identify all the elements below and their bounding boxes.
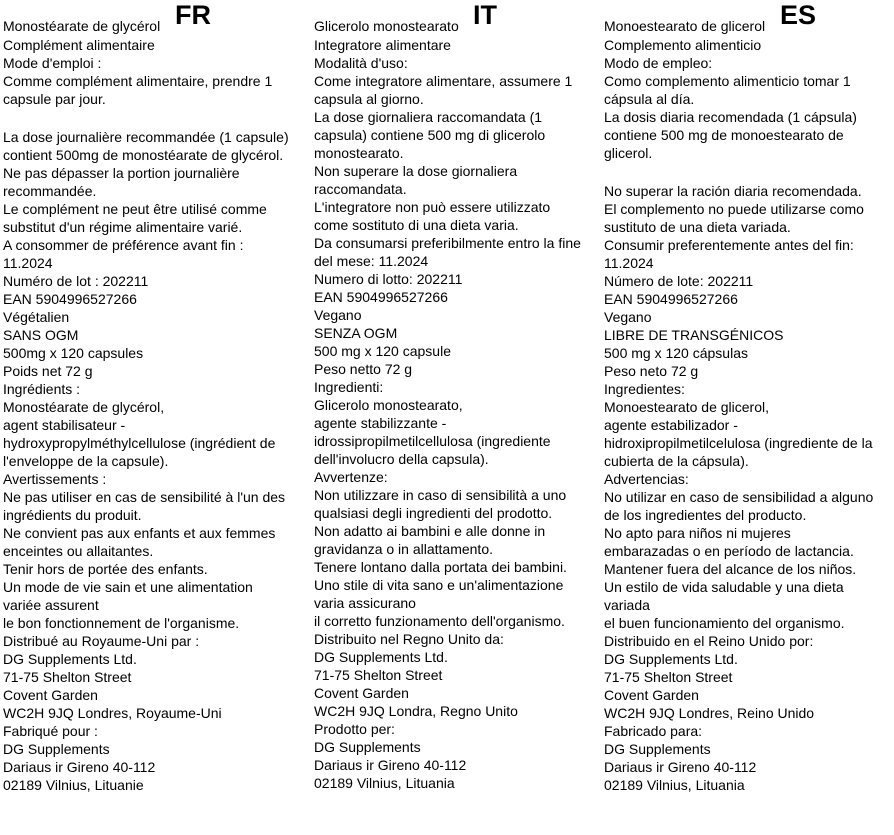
text-line: capsula al giorno. <box>314 91 424 107</box>
text-line: recommandée. <box>3 183 97 199</box>
label-text <box>314 36 602 792</box>
product-name: Monostéarate de glycérol <box>3 18 161 34</box>
text-line: Avvertenze: <box>314 469 388 485</box>
text-line: Distribué au Royaume-Uni par : <box>3 633 200 649</box>
text-line: Distribuido en el Reino Unido por: <box>604 633 814 649</box>
text-line: EAN 5904996527266 <box>314 289 448 305</box>
text-line: No utilizar en caso de sensibilidad a alguno <box>604 489 874 505</box>
text-line: WC2H 9JQ Londres, Royaume-Uni <box>3 705 222 721</box>
text-line: Fabricado para: <box>604 723 703 739</box>
text-line: monostearato. <box>314 145 404 161</box>
text-line: hydroxypropylméthylcellulose (ingrédient de <box>3 435 276 451</box>
text-line: 02189 Vilnius, Lituania <box>604 777 745 793</box>
text-line: Glicerolo monostearato, <box>314 397 463 413</box>
text-line: No apto para niños ni mujeres <box>604 525 791 541</box>
text-line: agent stabilisateur - <box>3 417 126 433</box>
text-line: dell'involucro della capsula). <box>314 451 489 467</box>
text-line: Poids net 72 g <box>3 363 93 379</box>
text-line: 02189 Vilnius, Lituania <box>314 775 455 791</box>
text-line: Complemento alimenticio <box>604 37 762 53</box>
text-line: Ingredienti: <box>314 379 384 395</box>
language-code: IT <box>473 0 497 30</box>
text-line: Fabriqué pour : <box>3 723 98 739</box>
text-line: La dosis diaria recomendada (1 cápsula) <box>604 109 857 125</box>
text-line: agente estabilizador - <box>604 417 738 433</box>
text-line: 71-75 Shelton Street <box>604 669 733 685</box>
text-line: raccomandata. <box>314 181 407 197</box>
text-line: 71-75 Shelton Street <box>3 669 132 685</box>
text-line: ingrédients du produit. <box>3 507 142 523</box>
text-line: Mode d'emploi : <box>3 55 102 71</box>
text-line: Ingredientes: <box>604 381 685 397</box>
text-line: capsula) contiene 500 mg di glicerolo <box>314 127 546 143</box>
text-line: capsule par jour. <box>3 91 106 107</box>
text-line: Dariaus ir Gireno 40-112 <box>3 759 156 775</box>
text-line: Un mode de vie sain et une alimentation <box>3 579 253 595</box>
text-line: Numero di lotto: 202211 <box>314 271 463 287</box>
text-line: DG Supplements <box>3 741 110 757</box>
text-line: idrossipropilmetilcellulosa (ingrediente <box>314 433 551 449</box>
text-line: 11.2024 <box>604 255 654 271</box>
text-line: SANS OGM <box>3 327 79 343</box>
text-line: WC2H 9JQ Londra, Regno Unito <box>314 703 518 719</box>
label-text <box>3 36 309 794</box>
text-line: Ne pas dépasser la portion journalière <box>3 165 240 181</box>
column-it <box>314 0 602 792</box>
text-line: 500 mg x 120 capsule <box>314 343 451 359</box>
text-line: LIBRE DE TRANSGÉNICOS <box>604 327 784 343</box>
product-name: Glicerolo monostearato <box>314 18 459 34</box>
text-line: Distribuito nel Regno Unito da: <box>314 631 504 647</box>
text-line: Advertencias: <box>604 471 689 487</box>
text-line: embarazadas o en período de lactancia. <box>604 543 854 559</box>
text-line: agente stabilizzante - <box>314 415 447 431</box>
text-line: Tenere lontano dalla portata dei bambini. <box>314 559 567 575</box>
text-line: Tenir hors de portée des enfants. <box>3 561 208 577</box>
text-line: 11.2024 <box>3 255 53 271</box>
text-line: Uno stile di vita sano e un'alimentazione <box>314 577 564 593</box>
text-line: cubierta de la cápsula). <box>604 453 749 469</box>
text-line: Consumir preferentemente antes del fin: <box>604 237 854 253</box>
column-header <box>314 0 602 36</box>
text-line: substitut d'un régime alimentaire varié. <box>3 219 243 235</box>
text-line: l'enveloppe de la capsule). <box>3 453 169 469</box>
text-line: Covent Garden <box>314 685 409 701</box>
text-line: Da consumarsi preferibilmente entro la fine <box>314 235 581 251</box>
text-line: Comme complément alimentaire, prendre 1 <box>3 73 273 89</box>
text-line: La dose giornaliera raccomandata (1 <box>314 109 543 125</box>
text-line: SENZA OGM <box>314 325 398 341</box>
text-line: DG Supplements Ltd. <box>314 649 448 665</box>
text-line: Complément alimentaire <box>3 37 155 53</box>
language-code: ES <box>780 0 817 30</box>
text-line: A consommer de préférence avant fin : <box>3 237 244 253</box>
text-line: Dariaus ir Gireno 40-112 <box>604 759 757 775</box>
text-line: contiene 500 mg de monoestearato de <box>604 127 844 143</box>
text-line: Número de lote: 202211 <box>604 273 754 289</box>
text-line: Covent Garden <box>3 687 98 703</box>
text-line: Prodotto per: <box>314 721 395 737</box>
text-line: Integratore alimentare <box>314 37 451 53</box>
text-line: DG Supplements Ltd. <box>3 651 137 667</box>
text-line: EAN 5904996527266 <box>604 291 738 307</box>
text-line: Le complément ne peut être utilisé comme <box>3 201 267 217</box>
text-line: Ingrédients : <box>3 381 81 397</box>
text-line: No superar la ración diaria recomendada. <box>604 183 862 199</box>
text-line: L'integratore non può essere utilizzato <box>314 199 551 215</box>
text-line: 500mg x 120 capsules <box>3 345 144 361</box>
column-header <box>604 0 894 36</box>
blank-line <box>604 162 894 182</box>
text-line: Avertissements : <box>3 471 107 487</box>
text-line: come sostituto di una dieta varia. <box>314 217 519 233</box>
text-line: Un estilo de vida saludable y una dieta <box>604 579 844 595</box>
text-line: WC2H 9JQ Londres, Reino Unido <box>604 705 815 721</box>
text-line: varia assicurano <box>314 595 416 611</box>
text-line: contient 500mg de monostéarate de glycérol. <box>3 147 284 163</box>
text-line: Ne pas utiliser en cas de sensibilité à l'un des <box>3 489 286 505</box>
text-line: sustituto de una dieta variada. <box>604 219 791 235</box>
text-line: de los ingredientes del producto. <box>604 507 807 523</box>
blank-line <box>3 108 309 128</box>
text-line: Peso neto 72 g <box>604 363 699 379</box>
text-line: Numéro de lot : 202211 <box>3 273 149 289</box>
column-fr <box>3 0 309 794</box>
text-line: variada <box>604 597 650 613</box>
text-line: cápsula al día. <box>604 91 695 107</box>
text-line: Mantener fuera del alcance de los niños. <box>604 561 857 577</box>
text-line: Modalità d'uso: <box>314 55 408 71</box>
language-code: FR <box>175 0 211 30</box>
text-line: variée assurent <box>3 597 99 613</box>
text-line: del mese: 11.2024 <box>314 253 429 269</box>
text-line: Covent Garden <box>604 687 699 703</box>
text-line: La dose journalière recommandée (1 capsule) <box>3 129 289 145</box>
text-line: il corretto funzionamento dell'organismo. <box>314 613 565 629</box>
text-line: Dariaus ir Gireno 40-112 <box>314 757 467 773</box>
column-header <box>3 0 309 36</box>
text-line: qualsiasi degli ingredienti del prodotto. <box>314 505 553 521</box>
text-line: Peso netto 72 g <box>314 361 413 377</box>
text-line: el buen funcionamiento del organismo. <box>604 615 845 631</box>
text-line: Végétalien <box>3 309 70 325</box>
text-line: Vegano <box>314 307 362 323</box>
text-line: DG Supplements Ltd. <box>604 651 738 667</box>
text-line: Ne convient pas aux enfants et aux femmes <box>3 525 276 541</box>
text-line: EAN 5904996527266 <box>3 291 137 307</box>
text-line: Modo de empleo: <box>604 55 713 71</box>
text-line: El complemento no puede utilizarse como <box>604 201 864 217</box>
text-line: DG Supplements <box>314 739 421 755</box>
text-line: glicerol. <box>604 145 653 161</box>
text-line: DG Supplements <box>604 741 711 757</box>
text-line: Non utilizzare in caso di sensibilità a uno <box>314 487 567 503</box>
text-line: 500 mg x 120 cápsulas <box>604 345 748 361</box>
product-name: Monoestearato de glicerol <box>604 18 766 34</box>
text-line: Monostéarate de glycérol, <box>3 399 165 415</box>
text-line: enceintes ou allaitantes. <box>3 543 154 559</box>
text-line: 71-75 Shelton Street <box>314 667 443 683</box>
text-line: Come integratore alimentare, assumere 1 <box>314 73 573 89</box>
text-line: le bon fonctionnement de l'organisme. <box>3 615 240 631</box>
column-es <box>604 0 894 794</box>
text-line: hidroxipropilmetilcelulosa (ingrediente de la <box>604 435 873 451</box>
label-text <box>604 36 894 794</box>
text-line: Como complemento alimenticio tomar 1 <box>604 73 851 89</box>
text-line: Monoestearato de glicerol, <box>604 399 769 415</box>
text-line: Non adatto ai bambini e alle donne in <box>314 523 546 539</box>
text-line: Non superare la dose giornaliera <box>314 163 518 179</box>
text-line: gravidanza o in allattamento. <box>314 541 493 557</box>
text-line: 02189 Vilnius, Lituanie <box>3 777 144 793</box>
text-line: Vegano <box>604 309 652 325</box>
